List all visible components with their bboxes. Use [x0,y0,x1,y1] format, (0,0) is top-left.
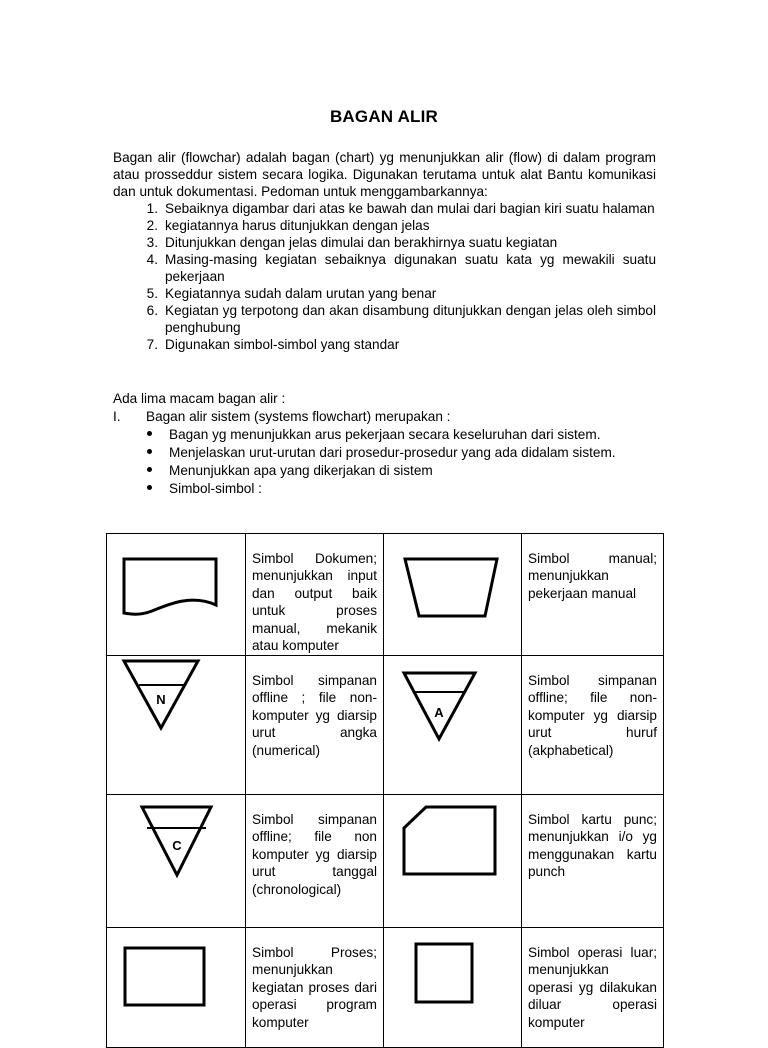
offline-chrono-symbol-cell [107,795,246,928]
section-heading [113,408,656,425]
manual-symbol-cell [384,534,522,656]
list-item: 6. Kegiatan yg terpotong dan akan disambung ditunjukkan dengan jelas oleh simbol penghubung [146,303,656,335]
table-row [107,928,664,1048]
table-row [107,795,664,928]
intro-paragraph: Bagan alir (flowchar) adalah bagan (chart) yg menunjukkan alir (flow) di dalam program atau prosseddur sistem secara logika. Digunakan terutama untuk alat Bantu komunikasi dan untuk dokumentasi. Pedoman untuk menggambarkannya: [113,150,656,199]
external-operation-symbol-cell [384,928,522,1048]
section-number: I. [113,409,121,424]
guidelines-list [113,200,656,353]
offline-storage-a-icon [384,656,522,795]
svg-text:A: A [434,705,444,720]
manual-symbol-icon [384,534,522,656]
list-item: 5. Kegiatannya sudah dalam urutan yang benar [146,286,437,301]
process-symbol-cell [107,928,246,1048]
offline-chrono-desc: Simbol simpanan offline; file non komputer yg diarsip urut tanggal (chronological) [246,795,384,928]
list-item: Simbol-simbol : [146,480,656,497]
offline-storage-c-icon [107,795,246,928]
punch-card-symbol-cell [384,795,522,928]
list-item: 4. Masing-masing kegiatan sebaiknya digunakan suatu kata yg mewakili suatu pekerjaan [146,252,656,284]
svg-text:C: C [172,838,182,853]
table-row [107,656,664,795]
process-symbol-desc: Simbol Proses; menunjukkan kegiatan proses dari operasi program komputer [246,928,384,1048]
page-title: BAGAN ALIR [329,107,439,126]
svg-text:N: N [156,692,166,707]
external-operation-icon [384,928,522,1048]
list-item: Bagan yg menunjukkan arus pekerjaan secara keseluruhan dari sistem. [146,426,656,443]
symbols-table [106,533,664,1048]
list-item: 3. Ditunjukkan dengan jelas dimulai dan berakhirnya suatu kegiatan [146,235,558,250]
offline-alpha-symbol-cell [384,656,522,795]
offline-storage-n-icon [107,656,246,795]
process-symbol-icon [107,928,246,1048]
bullet-list [146,426,656,498]
offline-alpha-desc: Simbol simpanan offline; file non-komputer yg diarsip urut huruf (akphabetical) [522,656,664,795]
punch-card-icon [384,795,522,928]
document-symbol-icon [107,534,246,656]
list-item: Menjelaskan urut-urutan dari prosedur-prosedur yang ada didalam sistem. [146,444,656,461]
list-item: 1. Sebaiknya digambar dari atas ke bawah dan mulai dari bagian kiri suatu halaman [146,201,655,216]
punch-card-desc: Simbol kartu punc; menunjukkan i/o yg menggunakan kartu punch [522,795,664,928]
manual-symbol-desc: Simbol manual; menunjukkan pekerjaan manual [522,534,664,656]
offline-numeric-desc: Simbol simpanan offline ; file non-komputer yg diarsip urut angka (numerical) [246,656,384,795]
external-operation-desc: Simbol operasi luar; menunjukkan operasi yg dilakukan diluar operasi komputer [522,928,664,1048]
section-title: Bagan alir sistem (systems flowchart) merupakan : [146,409,451,424]
document-symbol-cell [107,534,246,656]
list-item: 7. Digunakan simbol-simbol yang standar [146,337,400,352]
list-item: Menunjukkan apa yang dikerjakan di sistem [146,462,656,479]
types-intro: Ada lima macam bagan alir : [113,391,286,406]
table-row [107,534,664,656]
list-item: 2. kegiatannya harus ditunjukkan dengan jelas [146,218,430,233]
document-symbol-desc: Simbol Dokumen; menunjukkan input dan output baik untuk proses manual, mekanik atau komputer [246,534,384,656]
offline-numeric-symbol-cell [107,656,246,795]
